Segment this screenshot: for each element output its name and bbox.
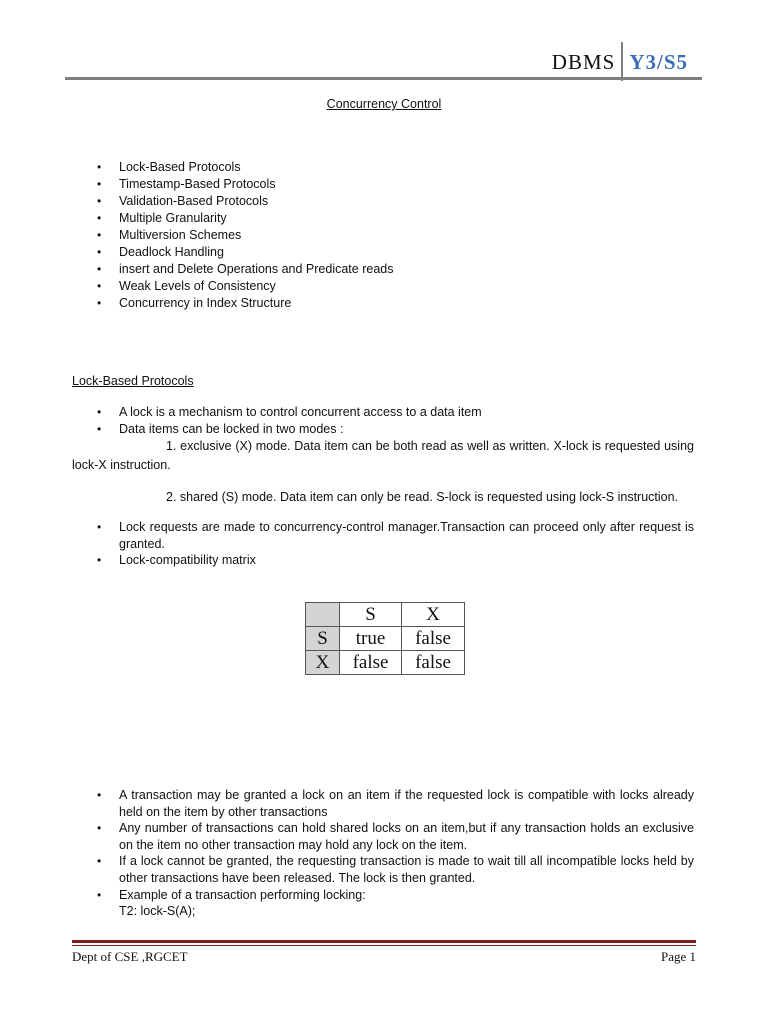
lock-request-list <box>72 519 694 569</box>
topic-item: • Timestamp-Based Protocols <box>72 176 692 193</box>
topic-item: • Weak Levels of Consistency <box>72 278 692 295</box>
matrix-col-header: S <box>340 603 402 627</box>
topic-item: • Multiversion Schemes <box>72 227 692 244</box>
exclusive-mode-paragraph: 1. exclusive (X) mode. Data item can be both read as well as written. X-lock is requested using lock-X instruction. <box>72 439 694 472</box>
header-term: Y3/S5 <box>629 50 688 74</box>
topic-item: • Lock-Based Protocols <box>72 159 692 176</box>
matrix-cell: false <box>402 651 465 675</box>
lock-bullet: • A lock is a mechanism to control concurrent access to a data item <box>72 404 694 421</box>
page-header <box>65 40 702 80</box>
matrix-header-row <box>306 603 465 627</box>
example-code-line: T2: lock-S(A); <box>119 904 196 919</box>
topic-list <box>72 159 692 312</box>
example-intro: Example of a transaction performing locking: <box>119 887 366 902</box>
matrix-row-header: X <box>306 651 340 675</box>
footer-row <box>72 949 696 965</box>
topic-item: • Validation-Based Protocols <box>72 193 692 210</box>
lock-bullet: • Lock requests are made to concurrency-control manager.Transaction can proceed only after request is granted. <box>72 519 694 552</box>
matrix-col-header: X <box>402 603 465 627</box>
section-heading: Lock-Based Protocols <box>72 374 194 388</box>
lock-bullet: • Data items can be locked in two modes : <box>72 421 694 438</box>
page-number: Page 1 <box>660 949 696 964</box>
header-label-group <box>552 48 688 76</box>
matrix-cell: true <box>340 627 402 651</box>
page-footer <box>72 940 696 965</box>
header-subject: DBMS <box>551 50 616 74</box>
matrix-row-header: S <box>306 627 340 651</box>
header-rule <box>65 77 702 80</box>
footer-rule-thin <box>72 945 696 946</box>
lock-bullet: • Lock-compatibility matrix <box>72 552 694 569</box>
matrix-corner-cell <box>306 603 340 627</box>
lock-rules-list <box>72 787 694 920</box>
topic-item: • Deadlock Handling <box>72 244 692 261</box>
lock-bullet <box>72 887 694 920</box>
topic-item: • Concurrency in Index Structure <box>72 295 692 312</box>
document-title: Concurrency Control <box>326 97 442 111</box>
footer-rule <box>72 940 696 943</box>
matrix-row <box>306 651 465 675</box>
footer-department: Dept of CSE ,RGCET <box>72 949 188 964</box>
topic-item: • Multiple Granularity <box>72 210 692 227</box>
matrix-row <box>306 627 465 651</box>
shared-mode-paragraph: 2. shared (S) mode. Data item can only be read. S-lock is requested using lock-S instruction. <box>166 490 679 504</box>
lock-bullet: • If a lock cannot be granted, the requesting transaction is made to wait till all incompatible locks held by other transactions have been released. The lock is then granted. <box>72 853 694 886</box>
topic-item: • insert and Delete Operations and Predicate reads <box>72 261 692 278</box>
lock-bullet: • A transaction may be granted a lock on an item if the requested lock is compatible with locks already held on the item by other transactions <box>72 787 694 820</box>
lock-bullet: • Any number of transactions can hold shared locks on an item,but if any transaction holds an exclusive on the item no other transaction may hold any lock on the item. <box>72 820 694 853</box>
matrix-cell: false <box>340 651 402 675</box>
matrix-cell: false <box>402 627 465 651</box>
lock-compatibility-matrix <box>305 602 465 675</box>
lock-intro-list <box>72 404 694 438</box>
